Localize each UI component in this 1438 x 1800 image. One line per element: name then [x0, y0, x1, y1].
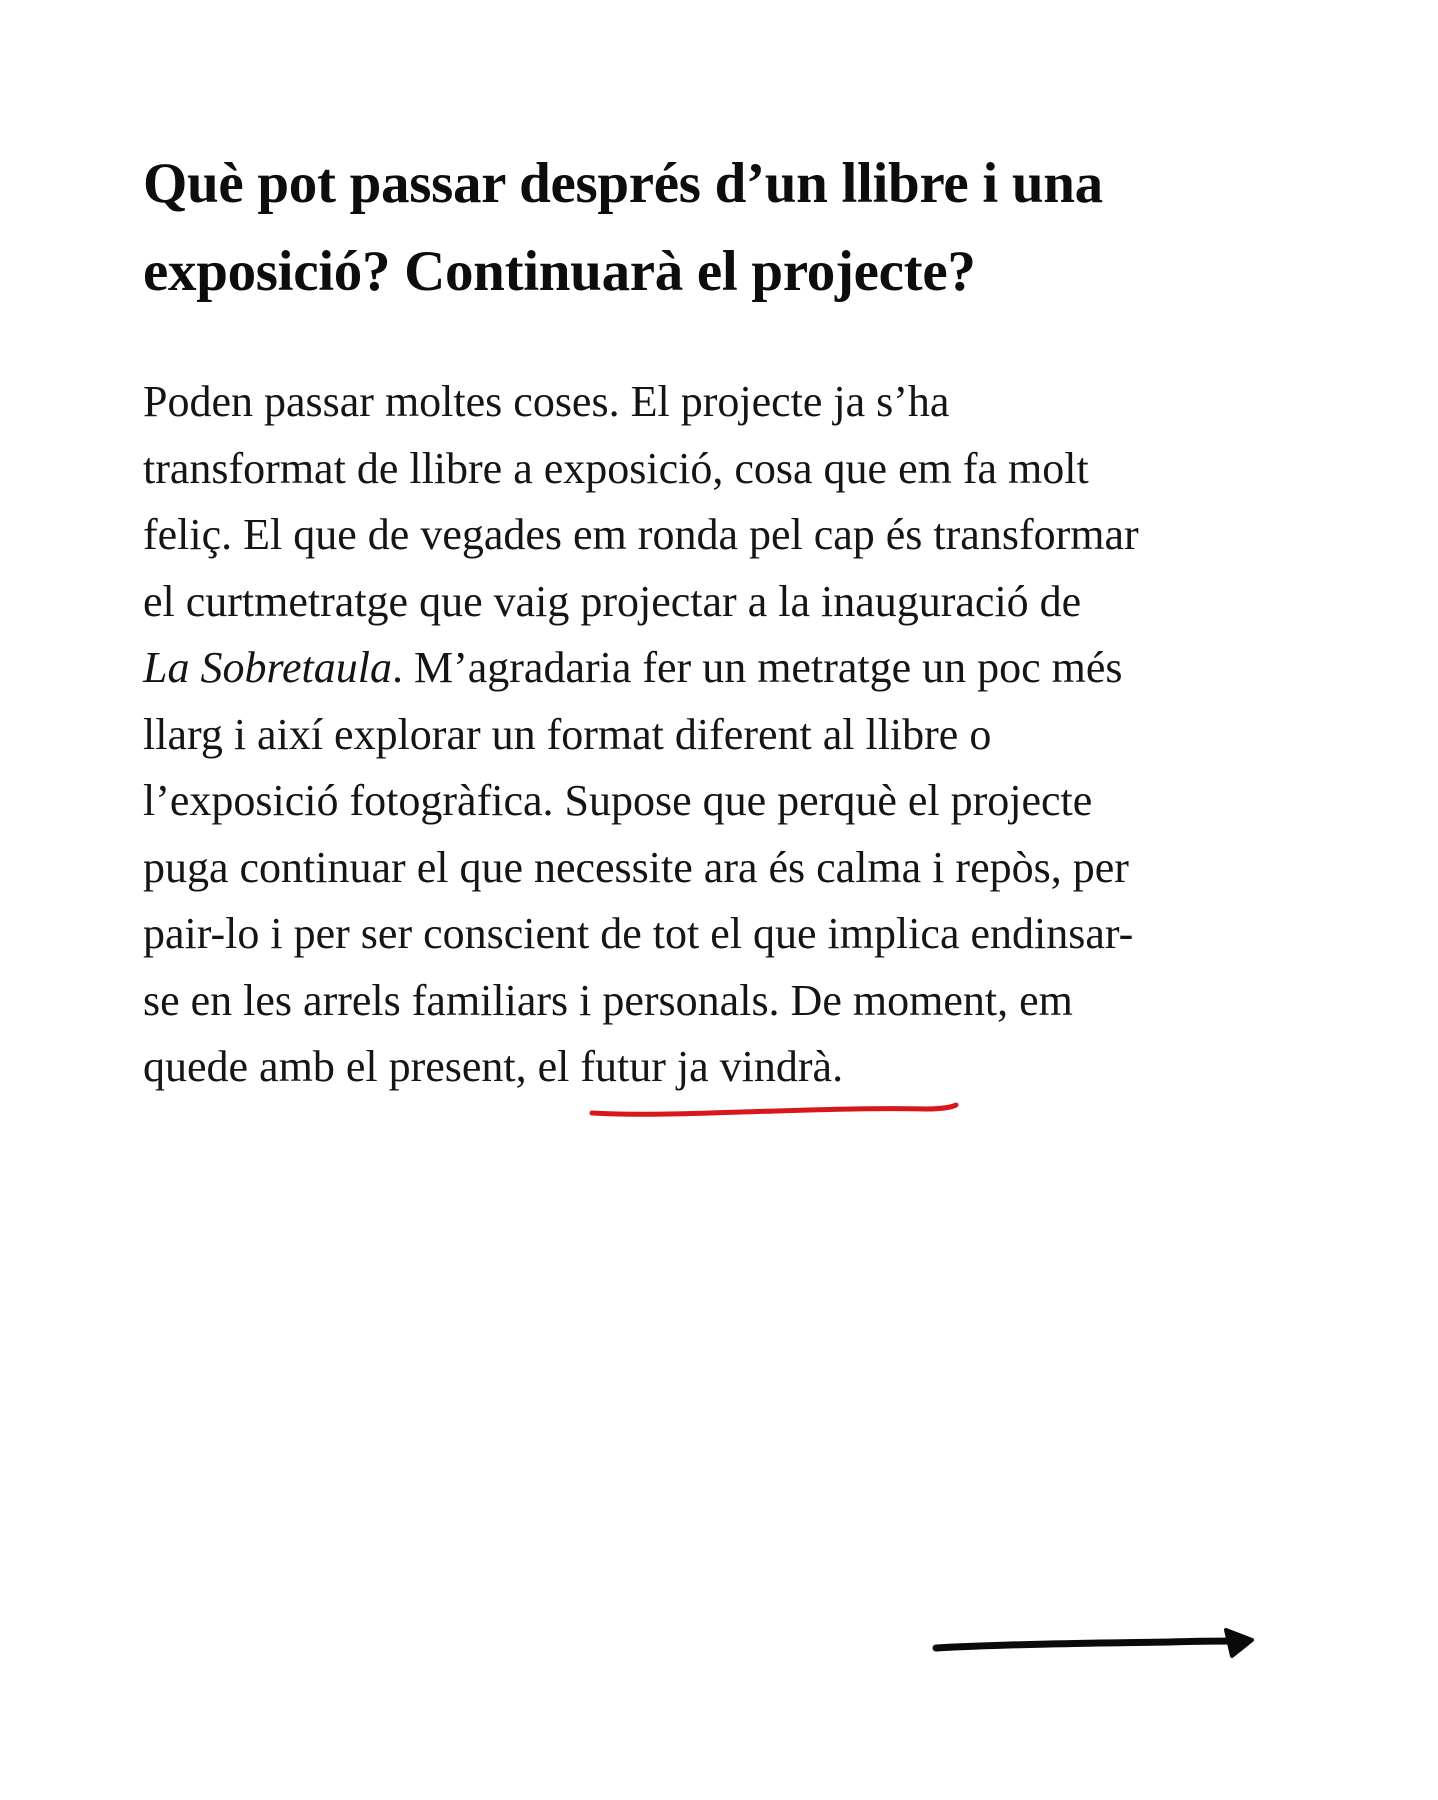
paragraph-line: puga continuar el que necessite ara és calma i repòs, per — [143, 842, 1129, 892]
paragraph-line — [143, 635, 1318, 702]
answer-paragraph — [143, 369, 1318, 1101]
paragraph-line: transformat de llibre a exposició, cosa que em fa molt — [143, 443, 1089, 493]
paragraph-line: pair-lo i per ser conscient de tot el que implica endinsar- — [143, 909, 1134, 958]
paragraph-line: el curtmetratge que vaig projectar a la inauguració de — [143, 576, 1082, 626]
paragraph-line: se en les arrels familiars i personals. De moment, em — [143, 975, 1073, 1025]
highlighted-phrase: el futur ja vindrà — [537, 1042, 833, 1091]
heading-line-2: exposició? Continuarà el projecte? — [143, 240, 976, 303]
paragraph-line-text: quede amb el present, — [143, 1042, 538, 1091]
paragraph-line: l’exposició fotogràfica. Supose que perquè el projecte — [143, 776, 1093, 825]
arrow-head — [1226, 1630, 1252, 1656]
paragraph-line: Poden passar moltes coses. El projecte ja s’ha — [143, 377, 950, 426]
heading-line-1: Què pot passar després d’un llibre i una — [143, 152, 1103, 215]
underline-stroke — [592, 1105, 956, 1114]
paragraph-line-text: . — [832, 1042, 844, 1091]
paragraph-line — [143, 1034, 1318, 1101]
paragraph-line: feliç. El que de vegades em ronda pel cap és transformar — [143, 510, 1139, 559]
paragraph-line-text: . M’agradaria fer un metratge un poc més — [391, 643, 1123, 692]
paragraph-line: llarg i així explorar un format diferent al llibre o — [143, 709, 992, 759]
question-heading — [143, 140, 1303, 316]
hand-drawn-arrow-right-icon — [930, 1622, 1260, 1666]
arrow-shaft — [936, 1641, 1242, 1648]
film-title: La Sobretaula — [143, 643, 392, 692]
hand-drawn-underline-icon — [586, 1096, 962, 1124]
